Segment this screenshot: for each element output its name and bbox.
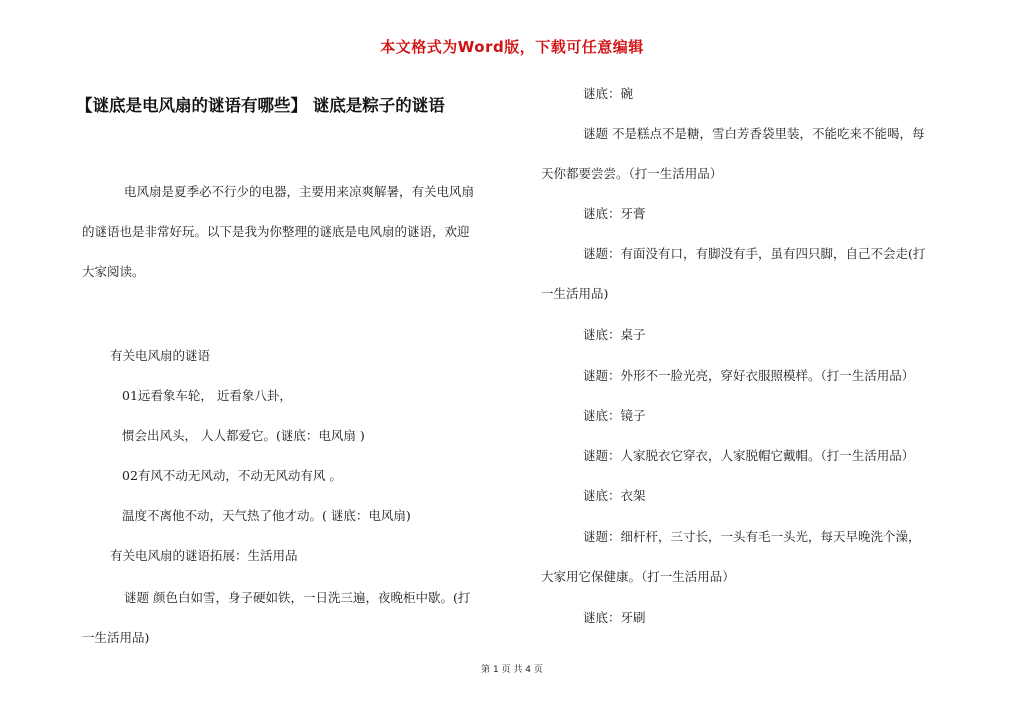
riddle-line: 谜题：人家脱衣它穿衣，人家脱帽它戴帽。（打一生活用品） bbox=[583, 448, 915, 463]
intro-line-3: 大家阅读。 bbox=[82, 264, 145, 279]
answer-line: 谜底：碗 bbox=[583, 86, 634, 101]
answer-line: 谜底：衣架 bbox=[583, 488, 646, 503]
riddle-line: 谜题 不是糕点不是糖，雪白芳香袋里装，不能吃来不能喝，每 bbox=[583, 126, 925, 141]
intro-line-2: 的谜语也是非常好玩。以下是我为你整理的谜底是电风扇的谜语，欢迎 bbox=[82, 224, 470, 239]
riddle-line: 天你都要尝尝。（打一生活用品） bbox=[541, 166, 723, 181]
riddle-line: 大家用它保健康。（打一生活用品） bbox=[541, 569, 735, 584]
answer-line: 谜底：牙膏 bbox=[583, 206, 646, 221]
riddle-line: 谜题：细杆杆，三寸长，一头有毛一头光，每天早晚洗个澡， bbox=[583, 529, 921, 544]
answer-line: 谜底：镜子 bbox=[583, 408, 646, 423]
answer-line: 谜底：桌子 bbox=[583, 327, 646, 342]
riddle-line: 温度不离他不动，天气热了他才动。( 谜底：电风扇) bbox=[122, 508, 411, 523]
riddle-line: 一生活用品) bbox=[541, 286, 609, 301]
edit-banner: 本文格式为Word版，下载可任意编辑 bbox=[380, 38, 644, 56]
riddle-line: 谜题 颜色白如雪，身子硬如铁，一日洗三遍，夜晚柜中歇。(打 bbox=[124, 590, 471, 605]
riddle-line: 惯会出风头， 人人都爱它。(谜底：电风扇 ) bbox=[122, 428, 365, 443]
answer-line: 谜底：牙刷 bbox=[583, 610, 646, 625]
subsection-heading: 有关电风扇的谜语拓展：生活用品 bbox=[110, 548, 298, 563]
riddle-line: 02有风不动无风动，不动无风动有风 。 bbox=[122, 468, 342, 483]
riddle-line: 谜题：外形不一脸光亮，穿好衣服照模样。（打一生活用品） bbox=[583, 368, 915, 383]
riddle-line: 谜题：有面没有口，有脚没有手，虽有四只脚，自己不会走(打 bbox=[583, 246, 926, 261]
page-number: 第 1 页 共 4 页 bbox=[481, 665, 543, 675]
section-heading: 有关电风扇的谜语 bbox=[110, 348, 211, 363]
riddle-line: 一生活用品) bbox=[82, 630, 150, 645]
riddle-line: 01远看象车轮， 近看象八卦， bbox=[122, 388, 292, 403]
document-title: 【谜底是电风扇的谜语有哪些】 谜底是粽子的谜语 bbox=[76, 96, 445, 115]
intro-line-1: 电风扇是夏季必不行少的电器，主要用来凉爽解暑，有关电风扇 bbox=[124, 184, 475, 199]
